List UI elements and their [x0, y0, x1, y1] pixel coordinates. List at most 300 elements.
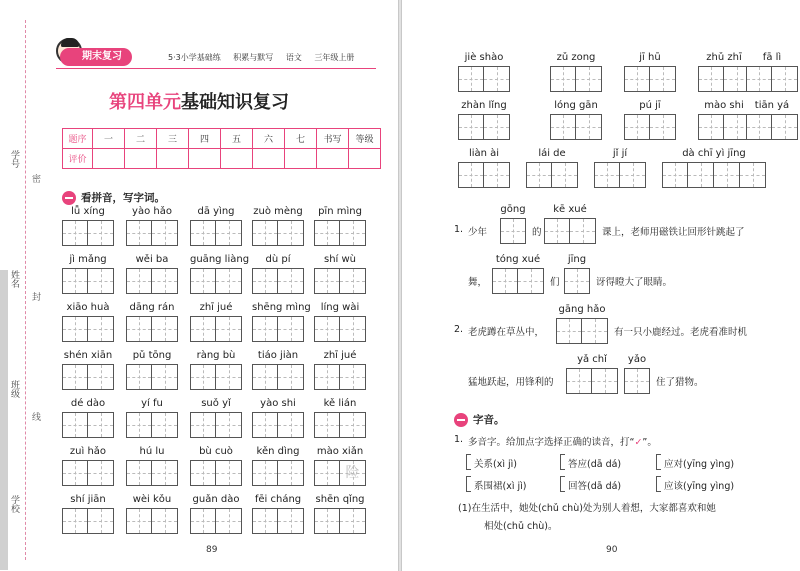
writing-boxes [314, 316, 366, 342]
pinyin-label: guāng liàng [190, 254, 250, 265]
option-guanxi[interactable]: 关系(xì jì) [474, 456, 517, 470]
writing-box[interactable] [152, 316, 178, 342]
q3-end: ”。 [642, 437, 657, 448]
writing-box[interactable] [88, 412, 114, 438]
score-input-cell[interactable] [157, 149, 189, 169]
writing-box[interactable] [62, 268, 88, 294]
pinyin-word [624, 100, 676, 142]
writing-box[interactable] [746, 66, 772, 92]
pinyin-label: shēng mìng [252, 302, 311, 313]
pinyin-word [314, 398, 366, 440]
score-cell: 等级 [349, 129, 381, 149]
writing-box[interactable] [252, 460, 278, 486]
writing-boxes [62, 508, 114, 534]
writing-boxes [62, 364, 114, 390]
pinyin-label: lǚ xíng [71, 206, 105, 217]
pinyin-word [62, 494, 114, 536]
writing-boxes [190, 508, 242, 534]
pinyin-word [252, 398, 304, 440]
q3-instruction [468, 434, 657, 448]
q3-sub2: 相处(chǔ chù)。 [484, 521, 558, 532]
writing-box[interactable] [216, 220, 242, 246]
writing-box[interactable] [484, 114, 510, 140]
q1-text-c: 课上，老师用磁铁让回形针跳起了 [602, 227, 745, 238]
header-grade: 三年级上册 [314, 53, 355, 62]
pinyin-word [594, 148, 646, 190]
margin-label-class: 班级 [9, 380, 19, 398]
score-input-cell[interactable] [317, 149, 349, 169]
section-marker-icon [454, 413, 468, 427]
pinyin-label: suǒ yǐ [201, 398, 231, 409]
pinyin-word [190, 398, 242, 440]
pinyin-label: shí wù [323, 254, 357, 265]
margin-label-student-id: 学号 [9, 150, 19, 168]
writing-box[interactable] [252, 364, 278, 390]
writing-box[interactable] [314, 364, 340, 390]
pinyin-word [190, 494, 242, 536]
section-1-heading [62, 190, 165, 205]
writing-box[interactable] [190, 220, 216, 246]
writing-box[interactable] [278, 220, 304, 246]
writing-boxes [314, 460, 366, 486]
pinyin-label: kě lián [323, 398, 357, 409]
writing-box[interactable] [340, 412, 366, 438]
writing-box[interactable] [650, 66, 676, 92]
writing-box[interactable] [216, 412, 242, 438]
writing-box[interactable] [698, 66, 724, 92]
score-cell: 三 [157, 129, 189, 149]
pinyin-label: yí fu [141, 398, 163, 409]
pinyin-word [62, 302, 114, 344]
writing-box[interactable] [278, 364, 304, 390]
writing-boxes [126, 364, 178, 390]
q1-text-d: 舞， [468, 277, 488, 288]
writing-box[interactable] [216, 364, 242, 390]
pinyin-word [624, 52, 676, 94]
writing-box[interactable] [484, 66, 510, 92]
writing-box[interactable] [252, 268, 278, 294]
pinyin-word [62, 446, 114, 488]
q1-pinyin-c: tóng xué [495, 254, 541, 265]
q3-number: 1. [454, 434, 464, 445]
writing-boxes [624, 66, 676, 92]
q1-box-b[interactable] [544, 218, 596, 244]
writing-box[interactable] [740, 162, 766, 188]
pinyin-word [126, 302, 178, 344]
score-input-cell[interactable] [221, 149, 253, 169]
pinyin-word [458, 52, 510, 94]
option-yinggai[interactable]: 应该(yīng yìng) [664, 478, 734, 492]
writing-box[interactable] [650, 114, 676, 140]
pinyin-label: kěn dìng [256, 446, 300, 457]
pinyin-word [252, 302, 311, 344]
writing-box[interactable] [688, 162, 714, 188]
writing-box[interactable] [314, 412, 340, 438]
writing-box[interactable] [252, 220, 278, 246]
q2-pinyin-c: yǎo [627, 354, 647, 365]
writing-boxes [698, 114, 750, 140]
pinyin-label: zǔ zong [556, 52, 596, 63]
pinyin-word [62, 206, 114, 248]
pinyin-word [190, 302, 242, 344]
writing-box[interactable] [126, 316, 152, 342]
pinyin-word [190, 254, 250, 296]
writing-box[interactable] [314, 220, 340, 246]
page-number-left: 89 [206, 545, 218, 555]
writing-box[interactable] [340, 220, 366, 246]
pinyin-label: fā lì [762, 52, 782, 63]
writing-box[interactable] [458, 66, 484, 92]
pinyin-label: liàn ài [468, 148, 500, 159]
q1-box-d[interactable] [564, 268, 590, 294]
writing-boxes [698, 66, 750, 92]
writing-box[interactable] [152, 508, 178, 534]
pinyin-label: guǎn dào [192, 494, 240, 505]
pinyin-label: bù cuò [199, 446, 233, 457]
header-series: 5·3小学基础练 [168, 53, 221, 62]
q1-pinyin-b: kē xué [553, 204, 587, 215]
writing-box[interactable] [576, 66, 602, 92]
writing-box[interactable] [278, 508, 304, 534]
writing-boxes [62, 220, 114, 246]
writing-box[interactable] [88, 268, 114, 294]
pinyin-word [126, 446, 178, 488]
pinyin-word [458, 148, 510, 190]
writing-box[interactable] [190, 460, 216, 486]
pinyin-word [458, 100, 510, 142]
pinyin-label: zhī jué [199, 302, 233, 313]
q2-text-a: 老虎蹲在草丛中， [468, 327, 545, 338]
writing-box[interactable] [252, 508, 278, 534]
writing-box[interactable] [620, 162, 646, 188]
header-topic: 积累与默写 [233, 53, 274, 62]
score-input-cell[interactable] [93, 149, 125, 169]
writing-box[interactable] [772, 66, 798, 92]
writing-boxes [62, 316, 114, 342]
writing-box[interactable] [126, 364, 152, 390]
writing-boxes [190, 460, 242, 486]
writing-box[interactable] [278, 460, 304, 486]
writing-box[interactable] [484, 162, 510, 188]
page-number-right: 90 [606, 545, 618, 555]
writing-box[interactable] [88, 508, 114, 534]
pinyin-word [62, 398, 114, 440]
writing-box[interactable] [278, 316, 304, 342]
pinyin-word [252, 446, 304, 488]
page-title-rest: 基础知识复习 [181, 92, 289, 113]
pinyin-word [698, 100, 750, 142]
writing-boxes [526, 162, 578, 188]
q1-text-a: 少年 [468, 227, 488, 238]
writing-box[interactable] [252, 316, 278, 342]
margin-cut-3: 线 [32, 413, 42, 423]
pinyin-word [190, 350, 242, 392]
writing-boxes [252, 508, 304, 534]
writing-boxes [126, 508, 178, 534]
writing-boxes [190, 412, 242, 438]
writing-boxes [746, 114, 798, 140]
score-cell: 七 [285, 129, 317, 149]
writing-boxes [458, 162, 510, 188]
pinyin-label: lóng gān [554, 100, 598, 111]
section-1-title: 看拼音，写字词。 [81, 192, 165, 204]
section-2-heading [454, 412, 505, 427]
option-yingdui[interactable]: 应对(yīng yìng) [664, 456, 734, 470]
writing-box[interactable] [216, 460, 242, 486]
pinyin-label: jǐ jí [612, 148, 628, 159]
writing-box[interactable] [88, 364, 114, 390]
option-daying[interactable]: 答应(dā dá) [568, 456, 621, 470]
writing-box[interactable] [314, 268, 340, 294]
writing-boxes [126, 460, 178, 486]
writing-box[interactable] [314, 460, 340, 486]
writing-box[interactable] [662, 162, 688, 188]
writing-box[interactable] [552, 162, 578, 188]
pinyin-word [252, 350, 304, 392]
pinyin-word [252, 494, 304, 536]
writing-box[interactable] [340, 364, 366, 390]
writing-boxes [252, 268, 304, 294]
pinyin-word [746, 100, 798, 142]
writing-box[interactable] [62, 316, 88, 342]
pinyin-label: mào xiǎn [316, 446, 364, 457]
writing-box[interactable] [152, 268, 178, 294]
pinyin-word [126, 350, 178, 392]
q3-sub1: (1)在生活中，她处(chǔ chù)处为别人着想，大家都喜欢和她 [458, 503, 716, 514]
writing-boxes [190, 220, 242, 246]
left-page [0, 0, 398, 571]
writing-box[interactable] [152, 220, 178, 246]
writing-box[interactable] [340, 508, 366, 534]
page-title-accent: 第四单元 [109, 92, 181, 113]
margin-label-name: 姓名 [9, 270, 19, 288]
writing-box[interactable] [152, 412, 178, 438]
pinyin-label: mào shi [704, 100, 744, 111]
pinyin-word [126, 254, 178, 296]
pinyin-word [550, 100, 602, 142]
writing-boxes [190, 364, 242, 390]
pinyin-label: jī hū [639, 52, 661, 63]
writing-box[interactable] [216, 316, 242, 342]
pinyin-label: zuì hǎo [69, 446, 107, 457]
pinyin-label: tiān yá [754, 100, 790, 111]
writing-box[interactable] [88, 316, 114, 342]
binding-margin [0, 0, 44, 571]
writing-boxes [252, 460, 304, 486]
writing-box[interactable] [62, 412, 88, 438]
pinyin-word [126, 398, 178, 440]
writing-box[interactable] [190, 508, 216, 534]
writing-box[interactable] [88, 220, 114, 246]
writing-box[interactable] [278, 268, 304, 294]
writing-box[interactable] [594, 162, 620, 188]
score-cell: 二 [125, 129, 157, 149]
writing-box[interactable] [458, 114, 484, 140]
writing-box[interactable] [62, 508, 88, 534]
writing-box[interactable] [314, 316, 340, 342]
pinyin-label: shén xiān [63, 350, 113, 361]
q1-box-c[interactable] [492, 268, 544, 294]
q2-pinyin-a: gāng hǎo [558, 304, 606, 315]
pinyin-label: lái de [538, 148, 566, 159]
writing-boxes [252, 364, 304, 390]
writing-box[interactable] [126, 460, 152, 486]
writing-box[interactable] [190, 316, 216, 342]
pinyin-label: tiáo jiàn [257, 350, 299, 361]
pinyin-word [252, 206, 304, 248]
hint-character: 险 [345, 465, 360, 481]
score-cell: 五 [221, 129, 253, 149]
pinyin-label: zhī jué [323, 350, 357, 361]
pinyin-label: wèi kǒu [132, 494, 172, 505]
writing-box[interactable] [152, 460, 178, 486]
writing-boxes [252, 220, 304, 246]
writing-box[interactable] [62, 364, 88, 390]
q1-pinyin-d: jīng [567, 254, 587, 265]
pinyin-word [746, 52, 798, 94]
writing-box[interactable] [190, 364, 216, 390]
writing-box[interactable] [88, 460, 114, 486]
score-cell: 一 [93, 129, 125, 149]
option-huida[interactable]: 回答(dā dá) [568, 478, 621, 492]
score-input-cell[interactable] [285, 149, 317, 169]
pinyin-label: zuò mèng [253, 206, 303, 217]
writing-boxes [62, 460, 114, 486]
writing-box[interactable] [550, 66, 576, 92]
pinyin-word [314, 254, 366, 296]
review-badge: 期末复习 [60, 48, 132, 66]
writing-box[interactable] [624, 114, 650, 140]
writing-boxes [458, 114, 510, 140]
writing-boxes [662, 162, 766, 188]
writing-box[interactable] [772, 114, 798, 140]
writing-box[interactable] [216, 508, 242, 534]
pinyin-word [314, 206, 366, 248]
q1-text-b: 的 [532, 227, 542, 238]
margin-cut-2: 封 [32, 293, 42, 303]
q2-box-b[interactable] [566, 368, 618, 394]
score-input-cell[interactable] [125, 149, 157, 169]
writing-box[interactable] [624, 66, 650, 92]
writing-boxes [126, 220, 178, 246]
writing-box[interactable] [278, 412, 304, 438]
writing-boxes [314, 412, 366, 438]
writing-box[interactable] [126, 412, 152, 438]
q2-box-a[interactable] [556, 318, 608, 344]
writing-box[interactable] [746, 114, 772, 140]
q2-text-c: 猛地跃起，用锋利的 [468, 377, 554, 388]
writing-boxes [190, 268, 242, 294]
writing-box[interactable] [216, 268, 242, 294]
score-header-row [63, 129, 381, 149]
pinyin-label: jiè shào [464, 52, 504, 63]
pinyin-label: pīn mìng [318, 206, 362, 217]
q1-text-e: 们 [550, 277, 560, 288]
writing-box[interactable] [698, 114, 724, 140]
score-cell: 书写 [317, 129, 349, 149]
q3-text: 多音字。给加点字选择正确的读音，打“ [468, 437, 635, 448]
pinyin-label: jì mǎng [69, 254, 107, 265]
writing-boxes [252, 316, 304, 342]
writing-boxes [624, 114, 676, 140]
score-cell: 题序 [63, 129, 93, 149]
q2-number: 2. [454, 324, 464, 335]
writing-box[interactable] [340, 460, 366, 486]
writing-box[interactable] [340, 316, 366, 342]
writing-box[interactable] [190, 268, 216, 294]
q1-pinyin-a: gōng [500, 204, 526, 215]
writing-boxes [252, 412, 304, 438]
writing-boxes [314, 508, 366, 534]
q2-pinyin-b: yǎ chǐ [577, 354, 607, 365]
header-info [168, 52, 364, 63]
margin-label-school: 学校 [9, 495, 19, 513]
writing-box[interactable] [152, 364, 178, 390]
pinyin-label: zhàn lǐng [461, 100, 507, 111]
writing-box[interactable] [252, 412, 278, 438]
pinyin-label: yào shi [260, 398, 296, 409]
writing-box[interactable] [526, 162, 552, 188]
writing-box[interactable] [340, 268, 366, 294]
pinyin-label: fēi cháng [254, 494, 302, 505]
q2-text-b: 有一只小鹿经过。老虎看准时机 [614, 327, 748, 338]
section-2-title: 字音。 [473, 414, 505, 426]
score-input-cell[interactable] [253, 149, 285, 169]
score-cell: 六 [253, 129, 285, 149]
score-input-cell[interactable] [349, 149, 381, 169]
writing-box[interactable] [714, 162, 740, 188]
pinyin-label: xiāo huà [66, 302, 110, 313]
page-title [0, 88, 398, 114]
q1-box-a[interactable] [500, 218, 526, 244]
pinyin-word [314, 350, 366, 392]
writing-boxes [550, 114, 602, 140]
pinyin-word [314, 302, 366, 344]
writing-box[interactable] [576, 114, 602, 140]
writing-box[interactable] [62, 460, 88, 486]
writing-boxes [458, 66, 510, 92]
score-value-row [63, 149, 381, 169]
writing-box[interactable] [190, 412, 216, 438]
pinyin-label: zhǔ zhī [706, 52, 742, 63]
writing-box[interactable] [314, 508, 340, 534]
writing-box[interactable] [62, 220, 88, 246]
writing-box[interactable] [126, 220, 152, 246]
pinyin-word [126, 494, 178, 536]
writing-box[interactable] [126, 508, 152, 534]
pinyin-label: líng wài [320, 302, 360, 313]
pinyin-word [698, 52, 750, 94]
pinyin-word [526, 148, 578, 190]
margin-shade [0, 270, 8, 570]
writing-box[interactable] [126, 268, 152, 294]
option-xiweiqun[interactable]: 系围裙(xì jì) [474, 478, 526, 492]
section-marker-icon [62, 191, 76, 205]
pinyin-word [190, 446, 242, 488]
pinyin-label: wěi ba [135, 254, 169, 265]
writing-boxes [314, 364, 366, 390]
writing-box[interactable] [458, 162, 484, 188]
pinyin-word [314, 446, 366, 488]
writing-boxes [190, 316, 242, 342]
writing-boxes [126, 316, 178, 342]
writing-box[interactable] [550, 114, 576, 140]
pinyin-label: dā yìng [197, 206, 235, 217]
score-input-cell[interactable] [189, 149, 221, 169]
check-icon: ✓ [634, 437, 643, 448]
q2-box-c[interactable] [624, 368, 650, 394]
pinyin-label: hú lu [139, 446, 165, 457]
